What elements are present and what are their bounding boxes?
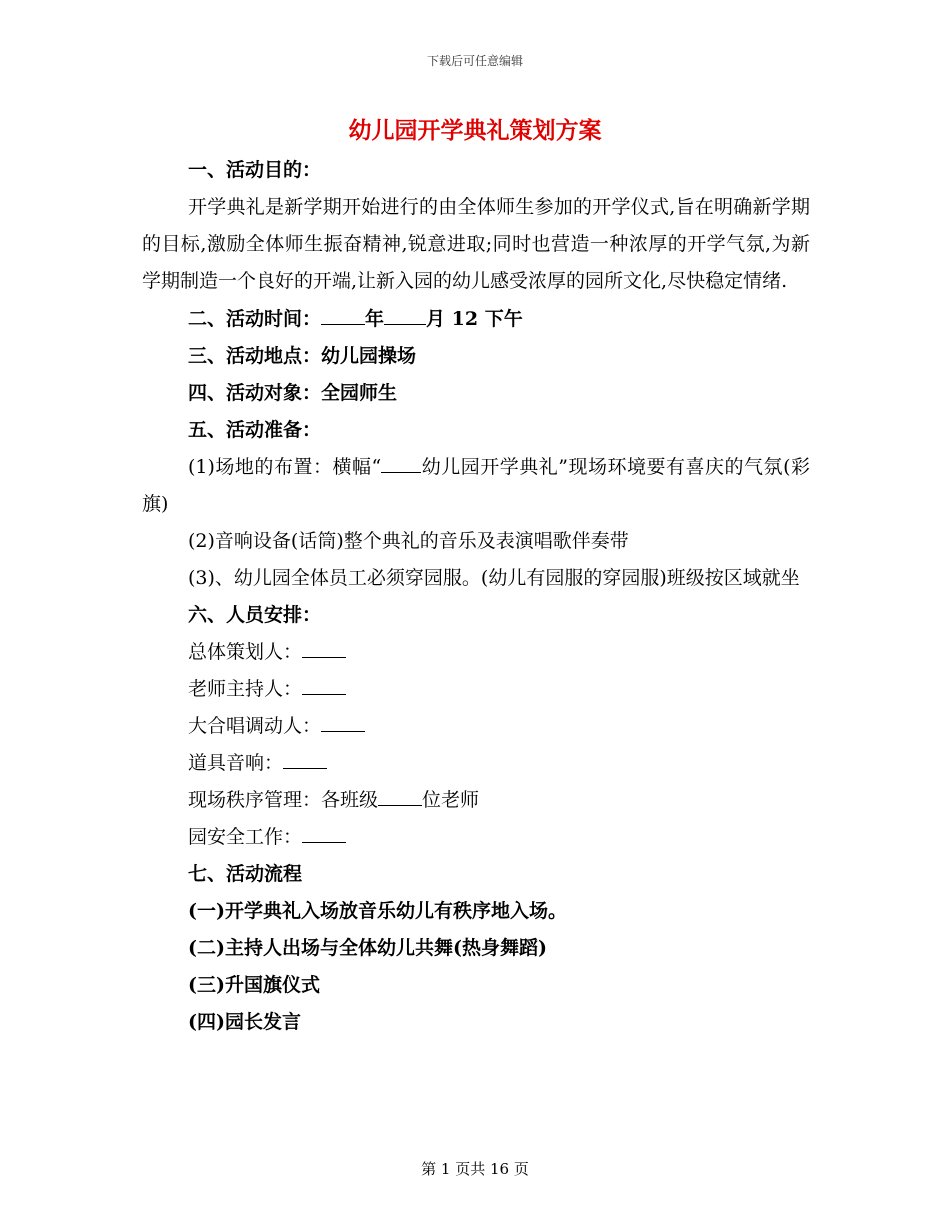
prep-item-1-end: 幼儿园开学典礼”现场环境要有喜庆的气氛(彩旗) (142, 456, 810, 515)
staff-item-4-blank (283, 746, 327, 769)
section-purpose-heading: 一、活动目的： (188, 159, 322, 181)
document-title: 幼儿园开学典礼策划方案 (348, 117, 602, 144)
staff-item-3-blank (321, 709, 365, 732)
flow-item-1: (一)开学典礼入场放音乐幼儿有秩序地入场。 (188, 900, 567, 922)
prep-item-1 (142, 449, 810, 523)
section-prep-heading: 五、活动准备： (188, 419, 322, 441)
staff-item-5-suffix: 位老师 (422, 789, 480, 811)
staff-item-4 (142, 745, 810, 782)
staff-item-6-blank (302, 820, 346, 843)
section-time-label: 二、活动时间： (188, 308, 322, 330)
staff-item-3 (142, 708, 810, 745)
section-audience: 四、活动对象：全园师生 (188, 382, 398, 404)
prep-item-2: (2)音响设备(话筒)整个典礼的音乐及表演唱歌伴奏带 (188, 530, 629, 552)
document-body (142, 152, 810, 1041)
month-blank (384, 302, 426, 325)
staff-item-1 (142, 634, 810, 671)
year-blank (321, 302, 365, 325)
staff-item-1-label: 总体策划人： (188, 641, 303, 663)
staff-item-2-label: 老师主持人： (188, 678, 303, 700)
staff-item-5 (142, 782, 810, 819)
section-flow-heading: 七、活动流程 (188, 863, 303, 885)
staff-item-2-blank (302, 672, 346, 695)
flow-item-4: (四)园长发言 (188, 1011, 301, 1033)
staff-item-5-label: 现场秩序管理：各班级 (188, 789, 379, 811)
flow-item-3: (三)升国旗仪式 (188, 974, 320, 996)
prep-item-1-start: (1)场地的布置：横幅“ (188, 456, 382, 478)
page-footer: 第 1 页共 16 页 (421, 1160, 529, 1178)
section-purpose-text: 开学典礼是新学期开始进行的由全体师生参加的开学仪式,旨在明确新学期的目标,激励全体师生振奋精神,锐意进取;同时也营造一种浓厚的开学气氛,为新学期制造一个良好的开端,让新入园的幼儿感受浓厚的园所文化,尽快稳定情绪. (142, 196, 810, 292)
banner-blank (381, 450, 421, 473)
staff-item-2 (142, 671, 810, 708)
page-header: 下载后可任意编辑 (426, 54, 523, 68)
staff-item-1-blank (302, 635, 346, 658)
month-label: 月 12 下午 (426, 308, 523, 330)
staff-item-6 (142, 819, 810, 856)
prep-item-3: (3)、幼儿园全体员工必须穿园服。(幼儿有园服的穿园服)班级按区域就坐 (188, 567, 800, 589)
staff-item-5-blank (378, 783, 422, 806)
section-location: 三、活动地点：幼儿园操场 (188, 345, 417, 367)
section-time (142, 301, 810, 338)
year-label: 年 (365, 308, 385, 330)
flow-item-2: (二)主持人出场与全体幼儿共舞(热身舞蹈) (188, 937, 547, 959)
section-staff-heading: 六、人员安排： (188, 604, 322, 626)
staff-item-6-label: 园安全工作： (188, 826, 303, 848)
staff-item-3-label: 大合唱调动人： (188, 715, 322, 737)
staff-item-4-label: 道具音响： (188, 752, 284, 774)
